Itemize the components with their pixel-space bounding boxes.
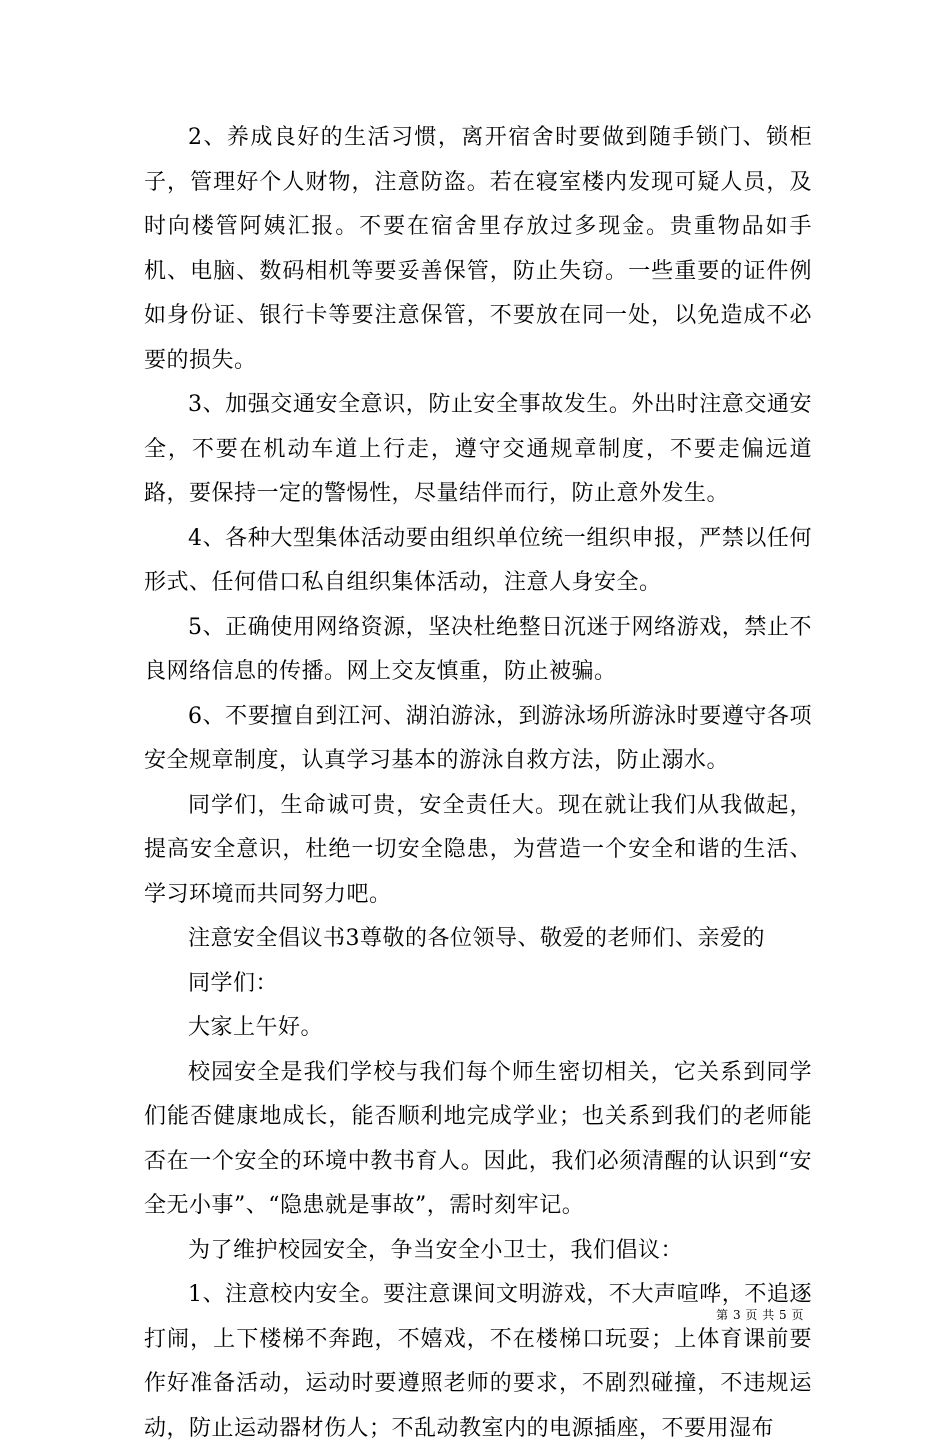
paragraph-item-1: 1、注意校内安全。要注意课间文明游戏，不大声喧哗，不追逐打闹，上下楼梯不奔跑，不嬉戏，不在楼梯口玩耍；上体育课前要作好准备活动，运动时要遵照老师的要求，不剧烈碰撞，不违规运动，防止运动器材伤人；不乱动教室内的电源插座，不要用湿布 [144,1282,812,1441]
paragraph-proposal: 为了维护校园安全，争当安全小卫士，我们倡议： [188,1237,684,1263]
paragraph-intro: 校园安全是我们学校与我们每个师生密切相关，它关系到同学们能否健康地成长，能否顺利地完成学业；也关系到我们的老师能否在一个安全的环境中教书育人。因此，我们必须清醒的认识到“安全无小事”、“隐患就是事故”，需时刻牢记。 [144,1059,812,1218]
paragraph-closing: 同学们，生命诚可贵，安全责任大。现在就让我们从我做起，提高安全意识，杜绝一切安全隐患，为营造一个安全和谐的生活、学习环境而共同努力吧。 [144,792,812,907]
section-heading: 注意安全倡议书3尊敬的各位领导、敬爱的老师们、亲爱的 [188,926,765,951]
paragraph-item-4: 4、各种大型集体活动要由组织单位统一组织申报，严禁以任何形式、任何借口私自组织集体活动，注意人身安全。 [144,525,812,595]
page-number: 第 3 页 共 5 页 [716,1308,804,1322]
document-body [144,116,812,1451]
paragraph-item-2: 2、养成良好的生活习惯，离开宿舍时要做到随手锁门、锁柜子，管理好个人财物，注意防盗。若在寝室楼内发现可疑人员，及时向楼管阿姨汇报。不要在宿舍里存放过多现金。贵重物品如手机、电脑、数码相机等要妥善保管，防止失窃。一些重要的证件例如身份证、银行卡等要注意保管，不要放在同一处，以免造成不必要的损失。 [144,125,812,373]
salutation: 同学们： [188,970,279,996]
paragraph-item-5: 5、正确使用网络资源，坚决杜绝整日沉迷于网络游戏，禁止不良网络信息的传播。网上交友慎重，防止被骗。 [144,614,812,684]
paragraph-item-6: 6、不要擅自到江河、湖泊游泳，到游泳场所游泳时要遵守各项安全规章制度，认真学习基本的游泳自救方法，防止溺水。 [144,703,812,773]
paragraph-item-3: 3、加强交通安全意识，防止安全事故发生。外出时注意交通安全，不要在机动车道上行走，遵守交通规章制度，不要走偏远道路，要保持一定的警惕性，尽量结伴而行，防止意外发生。 [144,392,812,506]
greeting: 大家上午好。 [188,1015,324,1040]
